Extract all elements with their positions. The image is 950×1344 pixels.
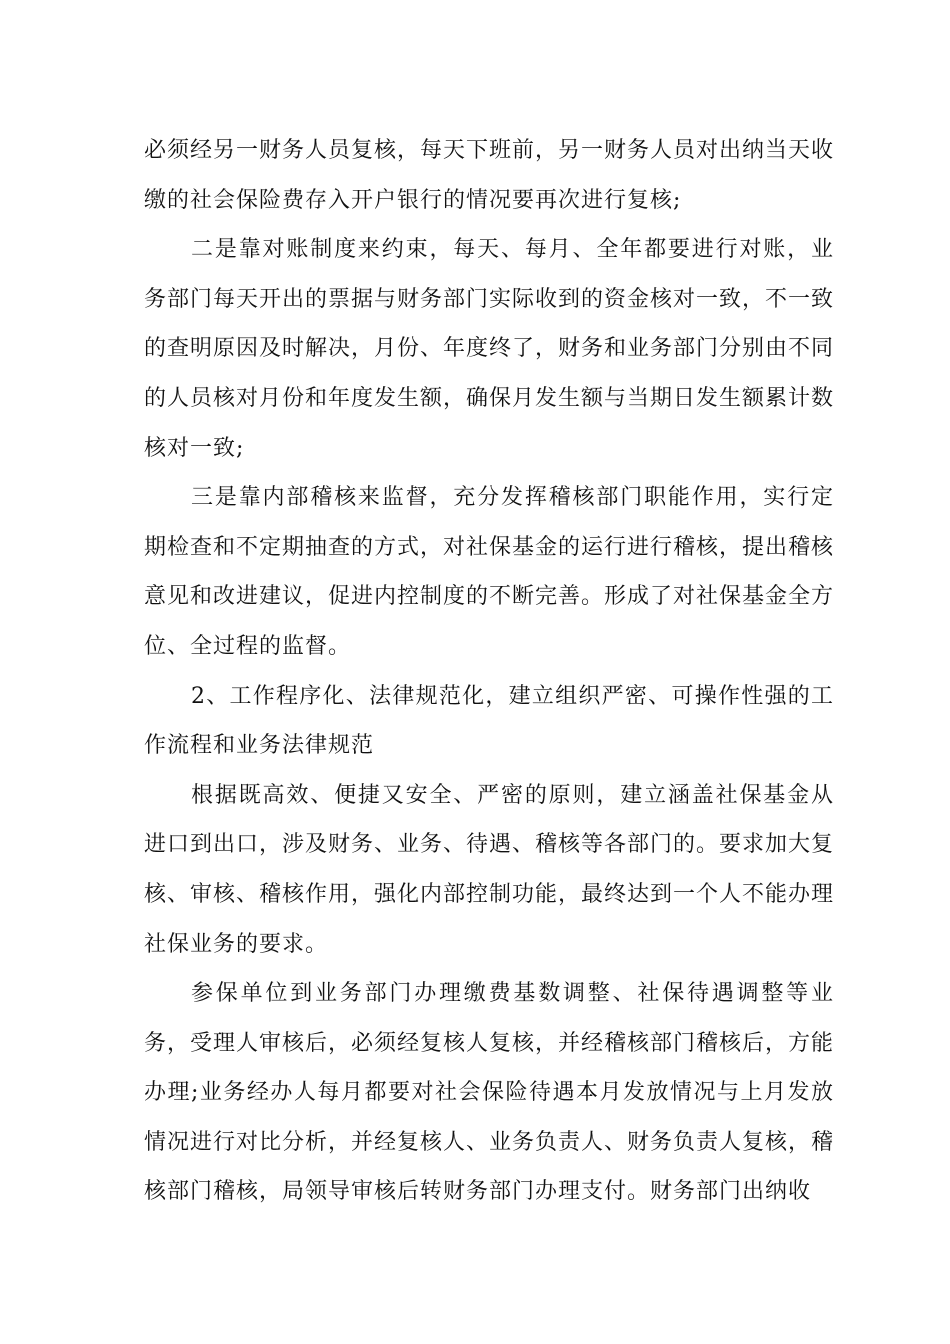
paragraph-3: 三是靠内部稽核来监督，充分发挥稽核部门职能作用，实行定期检查和不定期抽查的方式，对社保基金的运行进行稽核，提出稽核意见和改进建议，促进内控制度的不断完善。形成了对社保基金全方位、全过程的监督。 xyxy=(144,485,835,659)
paragraph-5: 参保单位到业务部门办理缴费基数调整、社保待遇调整等业务，受理人审核后，必须经复核人复核，并经稽核部门稽核后，方能办理;业务经办人每月都要对社会保险待遇本月发放情况与上月发放情况进行对比分析，并经复核人、业务负责人、财务负责人复核，稽核部门稽核，局领导审核后转财务部门办理支付。财务部门出纳收 xyxy=(144,981,835,1205)
paragraph-4: 根据既高效、便捷又安全、严密的原则，建立涵盖社保基金从进口到出口，涉及财务、业务、待遇、稽核等各部门的。要求加大复核、审核、稽核作用，强化内部控制功能，最终达到一个人不能办理社保业务的要求。 xyxy=(144,782,835,957)
paragraph-2: 二是靠对账制度来约束，每天、每月、全年都要进行对账，业务部门每天开出的票据与财务部门实际收到的资金核对一致，不一致的查明原因及时解决，月份、年度终了，财务和业务部门分别由不同的人员核对月份和年度发生额，确保月发生额与当期日发生额累计数核对一致; xyxy=(144,237,835,461)
document-body xyxy=(144,126,834,1217)
section-heading-2: 2、工作程序化、法律规范化，建立组织严密、可操作性强的工作流程和业务法律规范 xyxy=(144,683,834,759)
paragraph-1: 必须经另一财务人员复核，每天下班前，另一财务人员对出纳当天收缴的社会保险费存入开户银行的情况要再次进行复核; xyxy=(144,138,835,213)
